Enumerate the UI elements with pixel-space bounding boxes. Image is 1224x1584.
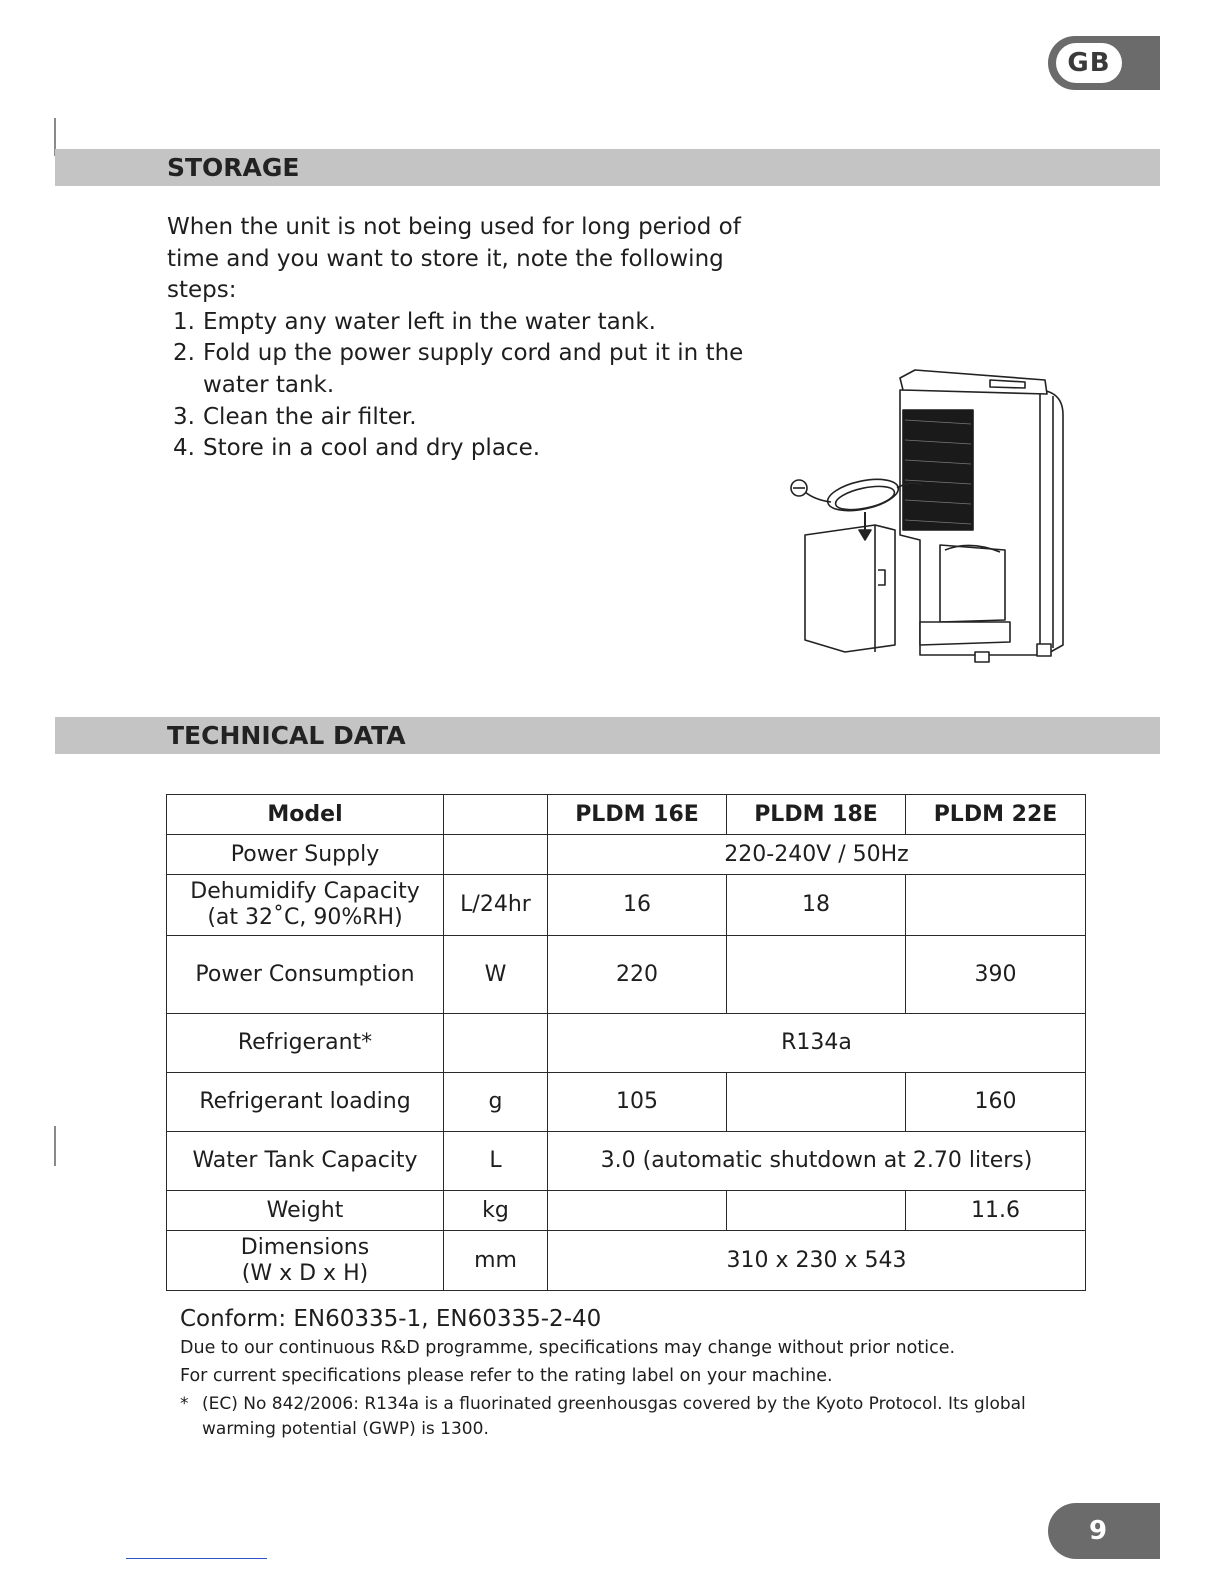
footnote-mark: *	[180, 1394, 189, 1414]
storage-instructions	[167, 212, 747, 465]
table-row	[167, 1014, 1086, 1073]
row-unit	[444, 1014, 548, 1073]
row-label: Refrigerant loading	[167, 1073, 444, 1132]
row-label: Dehumidify Capacity (at 32˚C, 90%RH)	[167, 875, 444, 936]
row-label: Power Supply	[167, 835, 444, 875]
table-row	[167, 1132, 1086, 1191]
row-value-18e: 18	[727, 875, 906, 936]
storage-steps	[167, 307, 747, 465]
technical-data-table	[166, 794, 1086, 1291]
row-label: Dimensions (W x D x H)	[167, 1231, 444, 1291]
header-pldm-16e: PLDM 16E	[548, 795, 727, 835]
row-label: Power Consumption	[167, 936, 444, 1014]
header-pldm-22e: PLDM 22E	[906, 795, 1086, 835]
storage-step: 1. Empty any water left in the water tank.	[173, 308, 656, 335]
notes-block	[180, 1304, 1080, 1442]
table-row	[167, 875, 1086, 936]
table-header-row	[167, 795, 1086, 835]
header-model: Model	[167, 795, 444, 835]
row-unit: kg	[444, 1191, 548, 1231]
page-number-tab	[1048, 1503, 1160, 1559]
storage-step: 3. Clean the air filter.	[173, 403, 417, 430]
row-value: 310 x 230 x 543	[548, 1231, 1086, 1291]
table-row	[167, 835, 1086, 875]
technical-section-bar	[55, 717, 1160, 754]
row-label: Refrigerant*	[167, 1014, 444, 1073]
notice-line-2: For current specifications please refer to the rating label on your machine.	[180, 1366, 833, 1386]
row-value: R134a	[548, 1014, 1086, 1073]
row-value-18e	[727, 1073, 906, 1132]
row-unit: mm	[444, 1231, 548, 1291]
row-unit: L	[444, 1132, 548, 1191]
footnote-text: (EC) No 842/2006: R134a is a fluorinated greenhousgas covered by the Kyoto Protocol. Its global warming potential (GWP) is 1300.	[202, 1394, 1026, 1439]
row-value: 220-240V / 50Hz	[548, 835, 1086, 875]
row-value: 3.0 (automatic shutdown at 2.70 liters)	[548, 1132, 1086, 1191]
row-unit: g	[444, 1073, 548, 1132]
margin-mark-bottom	[54, 1126, 56, 1166]
bottom-rule	[126, 1558, 267, 1559]
row-unit: L/24hr	[444, 875, 548, 936]
table-row	[167, 1191, 1086, 1231]
header-pldm-18e: PLDM 18E	[727, 795, 906, 835]
conform-line: Conform: EN60335-1, EN60335-2-40	[180, 1306, 602, 1332]
table-row	[167, 1073, 1086, 1132]
storage-intro: When the unit is not being used for long period of time and you want to store it, note the following steps:	[167, 214, 741, 304]
row-value-22e: 11.6	[906, 1191, 1086, 1231]
technical-heading: TECHNICAL DATA	[167, 721, 406, 750]
storage-heading: STORAGE	[167, 153, 300, 182]
page-number: 9	[1088, 1516, 1108, 1546]
row-label: Weight	[167, 1191, 444, 1231]
row-value-22e: 160	[906, 1073, 1086, 1132]
row-value-16e: 105	[548, 1073, 727, 1132]
row-value-16e: 220	[548, 936, 727, 1014]
storage-step: 4. Store in a cool and dry place.	[173, 435, 541, 462]
dehumidifier-storage-illustration	[785, 360, 1075, 680]
row-value-18e	[727, 936, 906, 1014]
row-value-18e	[727, 1191, 906, 1231]
notice-line-1: Due to our continuous R&D programme, specifications may change without prior notice.	[180, 1338, 956, 1358]
row-value-16e	[548, 1191, 727, 1231]
row-unit: W	[444, 936, 548, 1014]
row-label: Water Tank Capacity	[167, 1132, 444, 1191]
language-tab	[1048, 36, 1160, 90]
row-value-22e	[906, 875, 1086, 936]
language-label: GB	[1056, 43, 1122, 83]
storage-step: 2. Fold up the power supply cord and put it in the water tank.	[173, 340, 744, 398]
header-unit	[444, 795, 548, 835]
storage-section-bar	[55, 149, 1160, 186]
row-value-22e: 390	[906, 936, 1086, 1014]
footnote	[180, 1392, 1080, 1442]
row-value-16e: 16	[548, 875, 727, 936]
row-unit	[444, 835, 548, 875]
table-row	[167, 936, 1086, 1014]
table-row	[167, 1231, 1086, 1291]
